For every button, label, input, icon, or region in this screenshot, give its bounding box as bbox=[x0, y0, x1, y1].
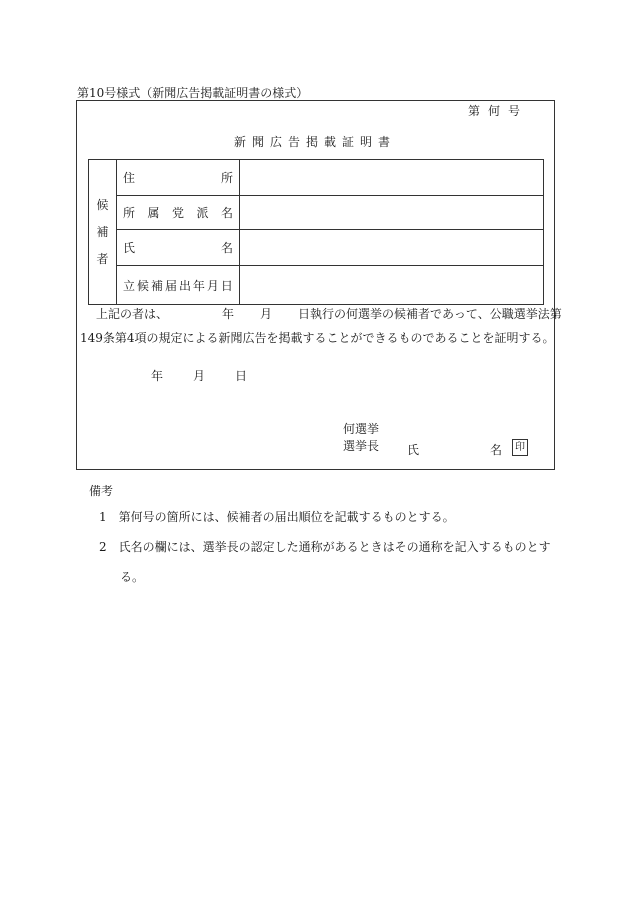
row-label-char: 届 bbox=[164, 278, 177, 293]
row-label-char: 所 bbox=[220, 171, 233, 185]
name-label bbox=[117, 230, 240, 266]
election-chief: 何選挙 選挙長 bbox=[343, 422, 380, 453]
address-value[interactable] bbox=[240, 160, 544, 196]
party-value[interactable] bbox=[240, 196, 544, 230]
signature-shi: 氏 bbox=[407, 443, 420, 457]
row-label-char: 補 bbox=[150, 278, 163, 293]
row-label-char: 年 bbox=[192, 278, 205, 293]
row-label-char: 属 bbox=[147, 206, 160, 220]
name-value[interactable] bbox=[240, 230, 544, 266]
remark-item: 1 第何号の箇所には、候補者の届出順位を記載するものとする。 bbox=[99, 510, 455, 524]
row-label-char: 住 bbox=[123, 171, 136, 185]
number-label: 第何号 bbox=[468, 104, 529, 118]
row-label-char: 氏 bbox=[123, 241, 136, 255]
body-line-1: 上記の者は、 年 月 日執行の何選挙の候補者であって、公職選挙法第 bbox=[96, 307, 562, 321]
body-line-2: 149条第4項の規定による新聞広告を掲載することができるものであることを証明する。 bbox=[80, 331, 555, 345]
row-label-char: 候 bbox=[136, 278, 149, 293]
certificate-title: 新聞広告掲載証明書 bbox=[233, 135, 396, 149]
issue-date: 年 月 日 bbox=[151, 369, 248, 383]
row-label-char: 立 bbox=[123, 278, 136, 293]
row-label-char: 月 bbox=[206, 278, 219, 293]
candidate-table bbox=[88, 159, 544, 305]
party-label bbox=[117, 196, 240, 230]
row-label-char: 党 bbox=[171, 206, 184, 220]
row-label-char: 出 bbox=[178, 278, 191, 293]
row-label-char: 派 bbox=[196, 206, 209, 220]
row-label-char: 名 bbox=[220, 241, 233, 255]
filing-date-value[interactable] bbox=[240, 266, 544, 305]
row-label-char: 名 bbox=[220, 206, 233, 220]
filing-date-label bbox=[117, 266, 240, 305]
remark-item: る。 bbox=[120, 570, 145, 584]
seal-icon: 印 bbox=[512, 439, 528, 456]
row-label-char: 日 bbox=[220, 278, 233, 293]
address-label bbox=[117, 160, 240, 196]
form-title: 第10号様式（新聞広告掲載証明書の様式） bbox=[77, 86, 309, 100]
candidate-label: 候 補 者 bbox=[89, 160, 117, 305]
signature-mei: 名 bbox=[490, 443, 503, 457]
row-label-char: 所 bbox=[123, 206, 136, 220]
remark-item: 2 氏名の欄には、選挙長の認定した通称があるときはその通称を記入するものとす bbox=[99, 540, 551, 554]
remarks-heading: 備考 bbox=[89, 484, 114, 498]
